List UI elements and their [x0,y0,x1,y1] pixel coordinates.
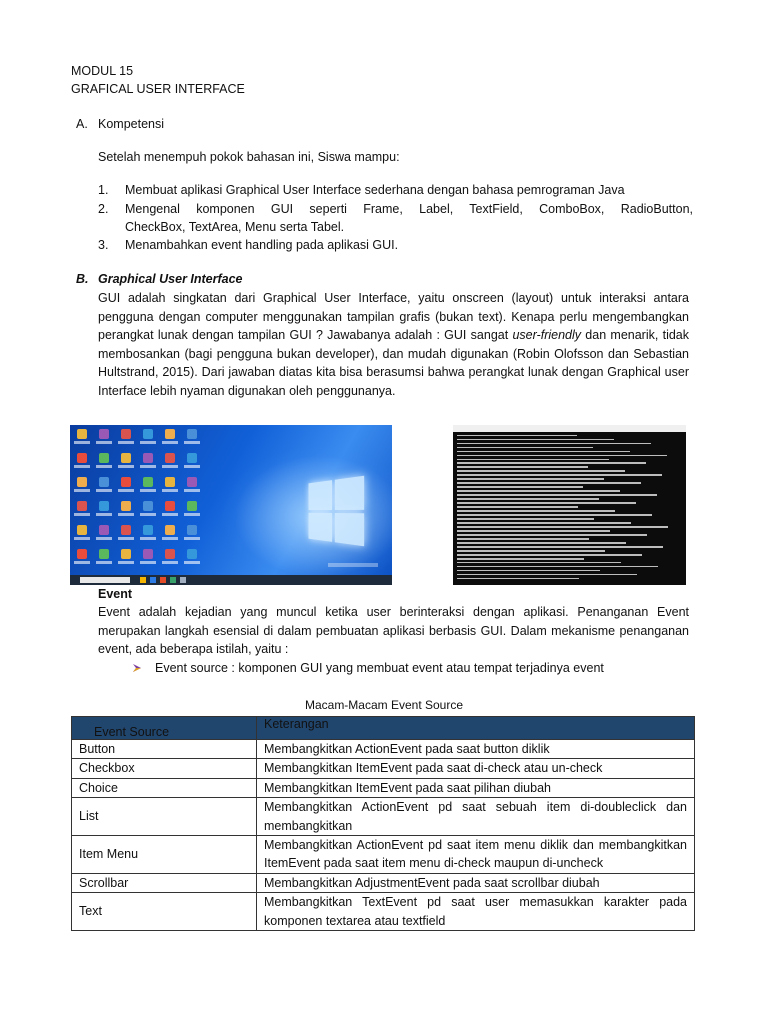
description-cell: Membangkitkan ItemEvent pada saat di-check atau un-check [257,759,695,778]
table-row [72,778,695,797]
desktop-shortcut-icon [140,501,156,516]
table-row [72,798,695,836]
description-cell: Membangkitkan ActionEvent pd saat item menu diklik dan membangkitkan ItemEvent pada saat item menu di-check maupun di-uncheck [257,836,695,874]
desktop-shortcut-icon [118,477,134,492]
event-source-cell: Scrollbar [72,873,257,892]
desktop-shortcut-icon [118,501,134,516]
desktop-shortcut-icon [162,501,178,516]
terminal-text-line [457,462,646,463]
table-row [72,873,695,892]
taskbar-app-icon [160,577,166,583]
desktop-shortcut-icon [96,477,112,492]
terminal-text-line [457,482,641,483]
terminal-text-line [457,566,658,567]
table-header-description: Keterangan [257,717,695,740]
terminal-text-line [457,550,605,551]
terminal-text-line [457,486,583,487]
terminal-text-line [457,447,593,448]
desktop-shortcut-icon [184,477,200,492]
taskbar-search-box [80,577,130,583]
event-paragraph: Event adalah kejadian yang muncul ketika user berinteraksi dengan aplikasi. Penanganan Event merupakan langkah esensial di dalam pembuatan aplikasi berbasis GUI. Dalam mekanisme penanganan event, ada beberapa istilah, yaitu : [98,605,689,657]
terminal-text-line [457,538,589,539]
desktop-shortcut-icon [74,477,90,492]
desktop-shortcut-icon [96,453,112,468]
desktop-shortcut-icon [162,549,178,564]
section-b-marker: B. [76,272,89,286]
terminal-text-line [457,542,626,543]
command-prompt-screenshot [453,425,686,585]
terminal-text-line [457,578,579,579]
desktop-light-glow [220,445,392,575]
terminal-text-line [457,435,577,436]
paragraph-text: GUI adalah singkatan dari Graphical User Interface, yaitu onscreen (layout) untuk interaksi antara pengguna dengan computer menggunakan tampilan grafis (bukan text). Kenapa perlu mengembangkan perangkat lunak dengan tampilan GUI ? Jawabanya adalah : GUI sangat [98,291,689,343]
desktop-shortcut-icon [184,501,200,516]
terminal-text-line [457,518,594,519]
section-a-heading: Kompetensi [98,117,165,131]
event-heading: Event [98,587,133,601]
list-item-number: 2. [98,202,109,216]
desktop-shortcut-icon [118,429,134,444]
description-cell: Membangkitkan AdjustmentEvent pada saat scrollbar diubah [257,873,695,892]
event-source-bullet: Event source : komponen GUI yang membuat event atau tempat terjadinya event [155,661,604,675]
module-number: MODUL 15 [71,64,134,78]
terminal-text-line [457,470,625,471]
terminal-text-line [457,530,610,531]
event-source-cell: Choice [72,778,257,797]
description-cell: Membangkitkan ItemEvent pada saat pilihan diubah [257,778,695,797]
desktop-shortcut-icon [140,525,156,540]
description-cell: Membangkitkan ActionEvent pd saat sebuah item di-doubleclick dan membangkitkan [257,798,695,836]
table-row [72,759,695,778]
bullet-arrow-icon [132,662,146,674]
table-row [72,836,695,874]
desktop-shortcut-icon [74,453,90,468]
list-item-text-cont: CheckBox, TextArea, Menu serta Tabel. [125,220,345,234]
terminal-text-line [457,439,614,440]
terminal-text-line [457,474,662,475]
terminal-text-line [457,502,636,503]
desktop-shortcut-icon [184,525,200,540]
taskbar-app-icon [180,577,186,583]
taskbar-app-icon [150,577,156,583]
terminal-text-line [457,498,599,499]
taskbar-app-icon [140,577,146,583]
desktop-shortcut-icon [140,549,156,564]
terminal-text-line [457,478,604,479]
terminal-text-line [457,514,652,515]
list-item-text: Mengenal komponen GUI seperti Frame, Label, TextField, ComboBox, RadioButton, [125,202,693,216]
terminal-text-line [457,534,647,535]
terminal-title-bar [453,425,686,432]
desktop-shortcut-icon [74,429,90,444]
description-cell: Membangkitkan ActionEvent pada saat button diklik [257,740,695,759]
terminal-text-line [457,443,651,444]
terminal-text-line [457,562,621,563]
terminal-text-line [457,554,642,555]
event-source-cell: List [72,798,257,836]
event-source-cell: Checkbox [72,759,257,778]
terminal-text-line [457,451,630,452]
list-item-text: Menambahkan event handling pada aplikasi GUI. [125,238,399,252]
event-source-cell: Button [72,740,257,759]
desktop-shortcut-icon [140,453,156,468]
terminal-text-line [457,570,600,571]
section-b-paragraph [98,289,689,401]
taskbar [70,575,392,585]
table-caption: Macam-Macam Event Source [304,698,464,712]
module-title: GRAFICAL USER INTERFACE [71,82,245,96]
paragraph-text-rest: dan menarik, tidak membosankan (bagi pengguna bukan developer), dan mudah digunakan (Robin Olofsson dan Sebastian Hultstrand, 2015). Dari jawaban diatas kita bisa berasumsi bahwa perangkat lunak dengan Graphical user Interface lebih nyaman digunakan oleh penggunanya. [98,328,690,398]
list-item-text: Membuat aplikasi Graphical User Interface sederhana dengan bahasa pemrograman Java [125,183,625,197]
terminal-text-line [457,574,637,575]
terminal-text-line [457,558,584,559]
taskbar-app-icon [170,577,176,583]
terminal-text-line [457,455,667,456]
desktop-shortcut-icon [184,549,200,564]
terminal-text-line [457,490,620,491]
section-b-heading: Graphical User Interface [98,272,243,286]
windows-desktop-screenshot [70,425,392,585]
desktop-shortcut-icon [74,525,90,540]
paragraph-emphasis: user-friendly [512,328,582,343]
terminal-text-line [457,510,615,511]
description-cell: Membangkitkan TextEvent pd saat user memasukkan karakter pada komponen textarea atau textfield [257,893,695,931]
terminal-text-line [457,466,588,467]
event-source-cell: Item Menu [72,836,257,874]
list-item-number: 3. [98,238,109,252]
terminal-output [453,435,686,580]
terminal-text-line [457,494,657,495]
desktop-shortcut-icon [140,477,156,492]
table-row [72,740,695,759]
desktop-shortcut-icon [140,429,156,444]
section-a-marker: A. [76,117,88,131]
list-item-number: 1. [98,183,109,197]
terminal-text-line [457,522,631,523]
desktop-shortcut-icon [162,453,178,468]
desktop-shortcut-icon [162,477,178,492]
table-header-source: Event Source [72,717,257,740]
table-row [72,893,695,931]
desktop-shortcut-icon [96,501,112,516]
desktop-shortcut-icon [96,525,112,540]
activation-watermark [328,563,378,567]
desktop-shortcut-icon [162,429,178,444]
section-a-intro: Setelah menempuh pokok bahasan ini, Siswa mampu: [98,150,400,164]
desktop-shortcut-icon [96,429,112,444]
desktop-icon-grid [74,429,200,564]
terminal-text-line [457,526,668,527]
event-source-table [71,716,695,931]
desktop-shortcut-icon [118,549,134,564]
windows-logo-icon [309,476,365,547]
terminal-text-line [457,459,609,460]
desktop-shortcut-icon [184,453,200,468]
desktop-shortcut-icon [184,429,200,444]
desktop-shortcut-icon [162,525,178,540]
terminal-text-line [457,506,578,507]
desktop-shortcut-icon [74,501,90,516]
terminal-text-line [457,546,663,547]
desktop-shortcut-icon [118,453,134,468]
event-source-cell: Text [72,893,257,931]
desktop-shortcut-icon [74,549,90,564]
desktop-shortcut-icon [96,549,112,564]
desktop-shortcut-icon [118,525,134,540]
